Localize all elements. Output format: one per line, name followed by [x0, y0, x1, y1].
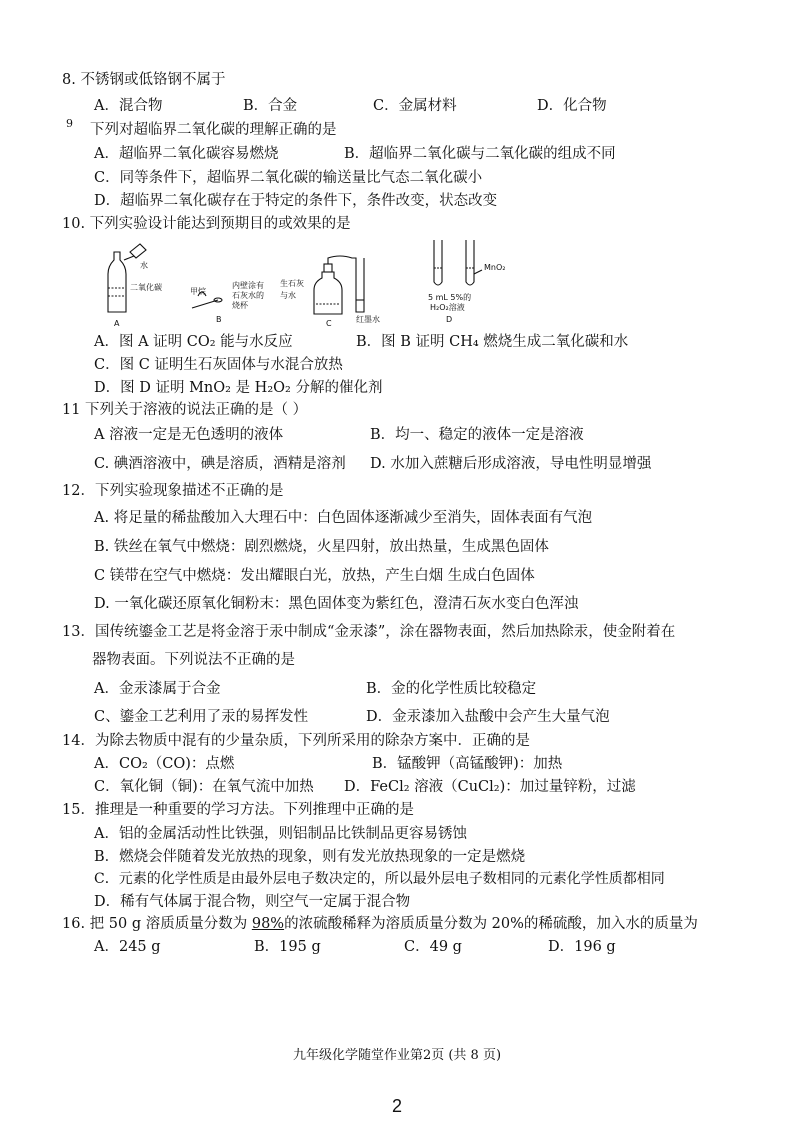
- q15-option-d: D．稀有气体属于混合物，则空气一定属于混合物: [94, 894, 411, 910]
- q9-option-c: C．同等条件下，超临界二氧化碳的输送量比气态二氧化碳小: [94, 170, 483, 186]
- q13-option-a: A．金汞漆属于合金: [94, 681, 221, 697]
- q12-option-d: D. 一氧化碳还原氧化铜粉末：黑色固体变为紫红色，澄清石灰水变白色浑浊: [94, 596, 579, 612]
- q15-option-a: A．铝的金属活动性比铁强，则铝制品比铁制品更容易锈蚀: [94, 826, 467, 842]
- q14-option-c: C．氧化铜（铜)：在氧气流中加热: [94, 779, 314, 795]
- figure-c-quicklime-label-2: 与水: [280, 291, 296, 300]
- question-13-stem-line2: 器物表面。下列说法不正确的是: [92, 652, 295, 668]
- question-9-stem: 下列对超临界二氧化碳的理解正确的是: [90, 122, 337, 138]
- page-number: 2: [391, 1096, 402, 1116]
- figure-b-methane-label: 甲烷: [190, 287, 206, 296]
- q14-option-b: B．锰酸钾（高锰酸钾)：加热: [372, 756, 563, 772]
- q9-option-a: A．超临界二氧化碳容易燃烧: [94, 146, 279, 162]
- question-9-number: 9: [66, 117, 73, 130]
- figure-a-water-label: 水: [140, 261, 148, 270]
- question-8-stem: 8. 不锈钢或低铬钢不属于: [62, 72, 226, 88]
- q10-option-a: A．图 A 证明 CO₂ 能与水反应: [94, 334, 293, 350]
- q15-option-b: B．燃烧会伴随着发光放热的现象，则有发光放热现象的一定是燃烧: [94, 849, 526, 865]
- q8-option-a: A．混合物: [94, 98, 163, 114]
- figure-a-letter: A: [114, 319, 120, 328]
- q10-option-b: B．图 B 证明 CH₄ 燃烧生成二氧化碳和水: [356, 334, 629, 350]
- q8-option-b: B．合金: [243, 98, 298, 114]
- q8-option-d: D．化合物: [537, 98, 607, 114]
- question-10-stem: 10. 下列实验设计能达到预期目的或效果的是: [62, 216, 351, 232]
- q9-option-d: D．超临界二氧化碳存在于特定的条件下，条件改变，状态改变: [94, 193, 498, 209]
- figure-c-letter: C: [326, 319, 332, 328]
- question-16-stem: [62, 912, 698, 933]
- q10-option-c: C．图 C 证明生石灰固体与水混合放热: [94, 357, 343, 373]
- q16-option-a: A．245 g: [94, 939, 161, 955]
- q14-option-a: A．CO₂（CO)：点燃: [94, 756, 235, 772]
- page-footer: 九年级化学随堂作业第2页 (共 8 页): [292, 1048, 502, 1063]
- q11-option-d: D. 水加入蔗糖后形成溶液，导电性明显增强: [370, 456, 652, 472]
- figure-c-quicklime-label-1: 生石灰: [280, 279, 304, 288]
- figure-d-solution-label-1: 5 mL 5%的: [428, 293, 472, 302]
- figure-b-inner2: 石灰水的: [232, 291, 264, 300]
- figure-a-co2-label: 二氧化碳: [130, 283, 162, 292]
- q14-option-d: D．FeCl₂ 溶液（CuCl₂)：加过量锌粉，过滤: [344, 779, 636, 795]
- q16-option-c: C．49 g: [404, 939, 462, 955]
- q8-option-c: C．金属材料: [373, 98, 457, 114]
- figure-b-inner1: 内壁涂有: [232, 281, 264, 290]
- figure-c-red-ink-label: 红墨水: [356, 315, 380, 324]
- q10-option-d: D．图 D 证明 MnO₂ 是 H₂O₂ 分解的催化剂: [94, 380, 383, 396]
- question-15-stem: 15．推理是一种重要的学习方法。下列推理中正确的是: [62, 802, 414, 818]
- q12-option-b: B. 铁丝在氧气中燃烧：剧烈燃烧，火星四射，放出热量，生成黑色固体: [94, 539, 549, 555]
- q16-option-b: B．195 g: [254, 939, 321, 955]
- figure-d-test-tubes: [434, 240, 482, 285]
- q11-option-c: C. 碘酒溶液中，碘是溶质，酒精是溶剂: [94, 456, 346, 472]
- figure-c-apparatus: [314, 256, 364, 314]
- q11-option-a: A 溶液一定是无色透明的液体: [94, 427, 284, 443]
- question-14-stem: 14．为除去物质中混有的少量杂质，下列所采用的除杂方案中．正确的是: [62, 733, 530, 749]
- q12-option-c: C 镁带在空气中燃烧：发出耀眼白光，放热，产生白烟 生成白色固体: [94, 568, 535, 584]
- q12-option-a: A. 将足量的稀盐酸加入大理石中：白色固体逐渐减少至消失，固体表面有气泡: [94, 510, 593, 526]
- q16-stem-percent: 98%: [251, 916, 285, 932]
- figure-b-inner3: 烧杯: [232, 301, 248, 310]
- q13-option-d: D．金汞漆加入盐酸中会产生大量气泡: [366, 709, 610, 725]
- question-13-stem-line1: 13．国传统鎏金工艺是将金溶于汞中制成“金汞漆”，涂在器物表面，然后加热除汞，使金附着在: [62, 624, 676, 640]
- figure-d-mno2-label: MnO₂: [484, 263, 506, 272]
- q15-option-c: C．元素的化学性质是由最外层电子数决定的，所以最外层电子数相同的元素化学性质都相同: [94, 871, 665, 887]
- q13-option-c: C、鎏金工艺利用了汞的易挥发性: [94, 709, 309, 725]
- figure-a-bottle: [108, 244, 146, 312]
- q16-stem-post: 的浓硫酸稀释为溶质质量分数为 20%的稀硫酸，加入水的质量为: [284, 916, 698, 932]
- q16-stem-pre: 16. 把 50 g 溶质质量分数为: [62, 916, 252, 932]
- q16-option-d: D．196 g: [548, 939, 616, 955]
- question-12-stem: 12．下列实验现象描述不正确的是: [62, 483, 284, 499]
- q13-option-b: B．金的化学性质比较稳定: [366, 681, 537, 697]
- q9-option-b: B．超临界二氧化碳与二氧化碳的组成不同: [344, 146, 616, 162]
- figure-b-letter: B: [216, 315, 222, 324]
- q11-option-b: B．均一、稳定的液体一定是溶液: [370, 427, 584, 443]
- question-11-stem: 11 下列关于溶液的说法正确的是（ ）: [62, 402, 308, 418]
- figure-d-solution-label-2: H₂O₂溶液: [430, 303, 465, 312]
- figure-d-letter: D: [446, 315, 453, 324]
- q10-experiment-figure: [100, 238, 530, 330]
